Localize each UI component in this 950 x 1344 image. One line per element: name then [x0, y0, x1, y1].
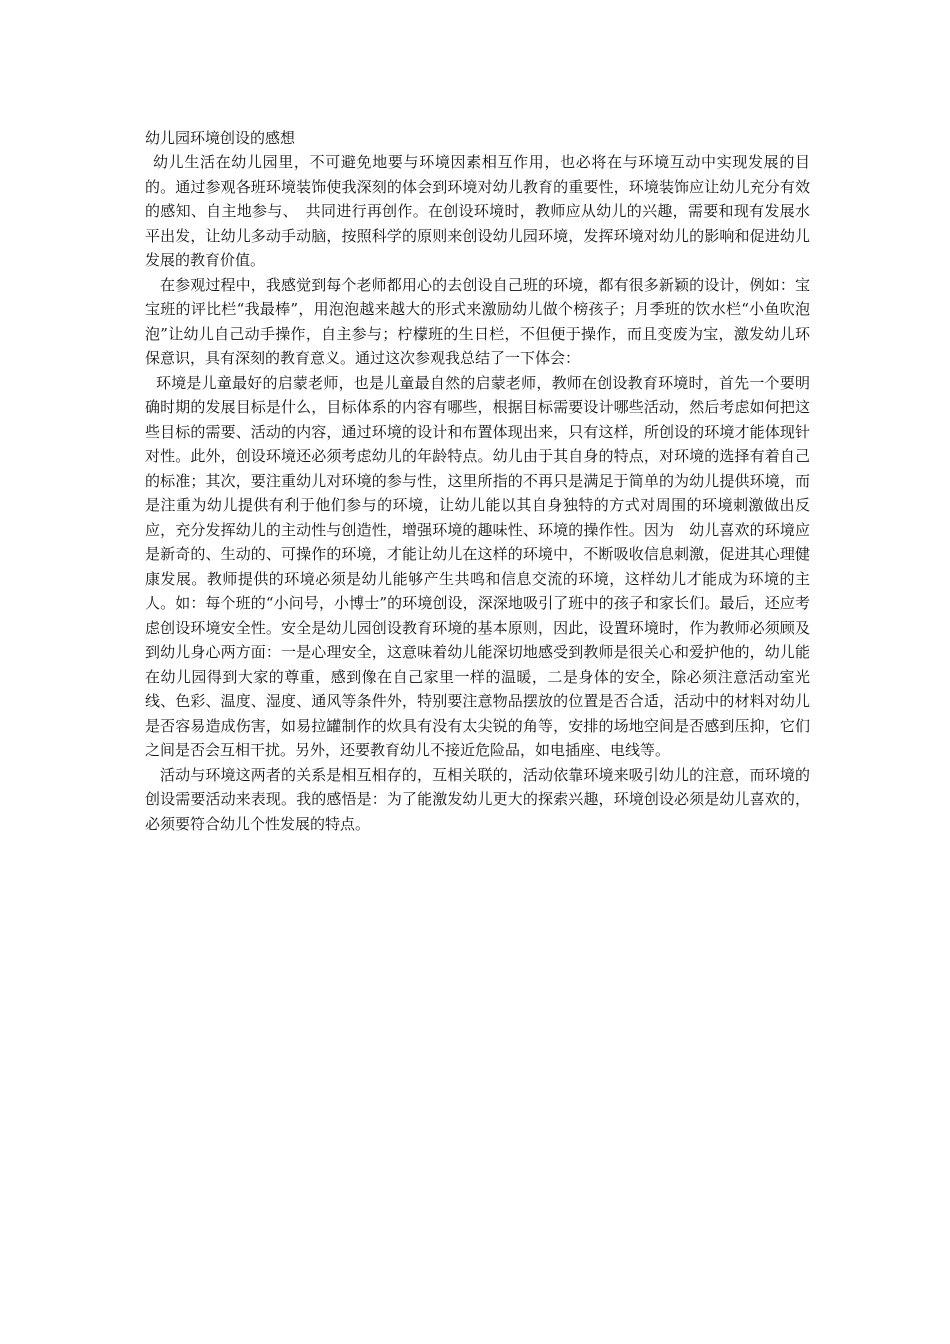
paragraph-intro: 幼儿生活在幼儿园里，不可避免地要与环境因素相互作用，也必将在与环境互动中实现发展的目的。通过参观各班环境装饰使我深刻的体会到环境对幼儿教育的重要性，环境装饰应让幼儿充分有效的感知、自主地参与、 共同进行再创作。在创设环境时，教师应从幼儿的兴趣，需要和现有发展水平出发，让幼儿多动手动脑，按照科学的原则来创设幼儿园环境，发挥环境对幼儿的影响和促进幼儿发展的教育价值。 [145, 153, 810, 269]
paragraph-visit: 在参观过程中，我感觉到每个老师都用心的去创设自己班的环境，都有很多新颖的设计，例如：宝宝班的评比栏“我最棒”，用泡泡越来越大的形式来激励幼儿做个榜孩子；月季班的饮水栏“小鱼吹泡泡”让幼儿自己动手操作，自主参与；柠檬班的生日栏，不但便于操作，而且变废为宝，激发幼儿环保意识，具有深刻的教育意义。通过这次参观我总结了一下体会： [145, 275, 810, 367]
document-page [145, 126, 810, 836]
paragraph-environment: 环境是儿童最好的启蒙老师，也是儿童最自然的启蒙老师，教师在创设教育环境时，首先一个要明确时期的发展目标是什么，目标体系的内容有哪些，根据目标需要设计哪些活动，然后考虑如何把这些目标的需要、活动的内容，通过环境的设计和布置体现出来，只有这样，所创设的环境才能体现针对性。此外，创设环境还必须考虑幼儿的年龄特点。幼儿由于其自身的特点，对环境的选择有着自己的标准；其次，要注重幼儿对环境的参与性，这里所指的不再只是满足于简单的为幼儿提供环境，而是注重为幼儿提供有利于他们参与的环境，让幼儿能以其自身独特的方式对周围的环境刺激做出反应，充分发挥幼儿的主动性与创造性，增强环境的趣味性、环境的操作性。因为 幼儿喜欢的环境应是新奇的、生动的、可操作的环境，才能让幼儿在这样的环境中，不断吸收信息刺激，促进其心理健康发展。教师提供的环境必须是幼儿能够产生共鸣和信息交流的环境，这样幼儿才能成为环境的主人。如：每个班的“小问号，小博士”的环境创设，深深地吸引了班中的孩子和家长们。最后，还应考虑创设环境安全性。安全是幼儿园创设教育环境的基本原则，因此，设置环境时，作为教师必须顾及到幼儿身心两方面：一是心理安全，这意味着幼儿能深切地感受到教师是很关心和爱护他的，幼儿能在幼儿园得到大家的尊重，感到像在自己家里一样的温暖，二是身体的安全，除必须注意活动室光线、色彩、温度、湿度、通风等条件外，特别要注意物品摆放的位置是否合适，活动中的材料对幼儿是否容易造成伤害，如易拉罐制作的炊具有没有太尖锐的角等，安排的场地空间是否感到压抑，它们之间是否会互相干扰。另外，还要教育幼儿不接近危险品，如电插座、电线等。 [145, 373, 810, 759]
document-title: 幼儿园环境创设的感想 [145, 129, 296, 147]
paragraph-conclusion: 活动与环境这两者的关系是相互相存的，互相关联的，活动依靠环境来吸引幼儿的注意，而环境的创设需要活动来表现。我的感悟是：为了能激发幼儿更大的探索兴趣，环境创设必须是幼儿喜欢的，必须要符合幼儿个性发展的特点。 [145, 765, 810, 833]
